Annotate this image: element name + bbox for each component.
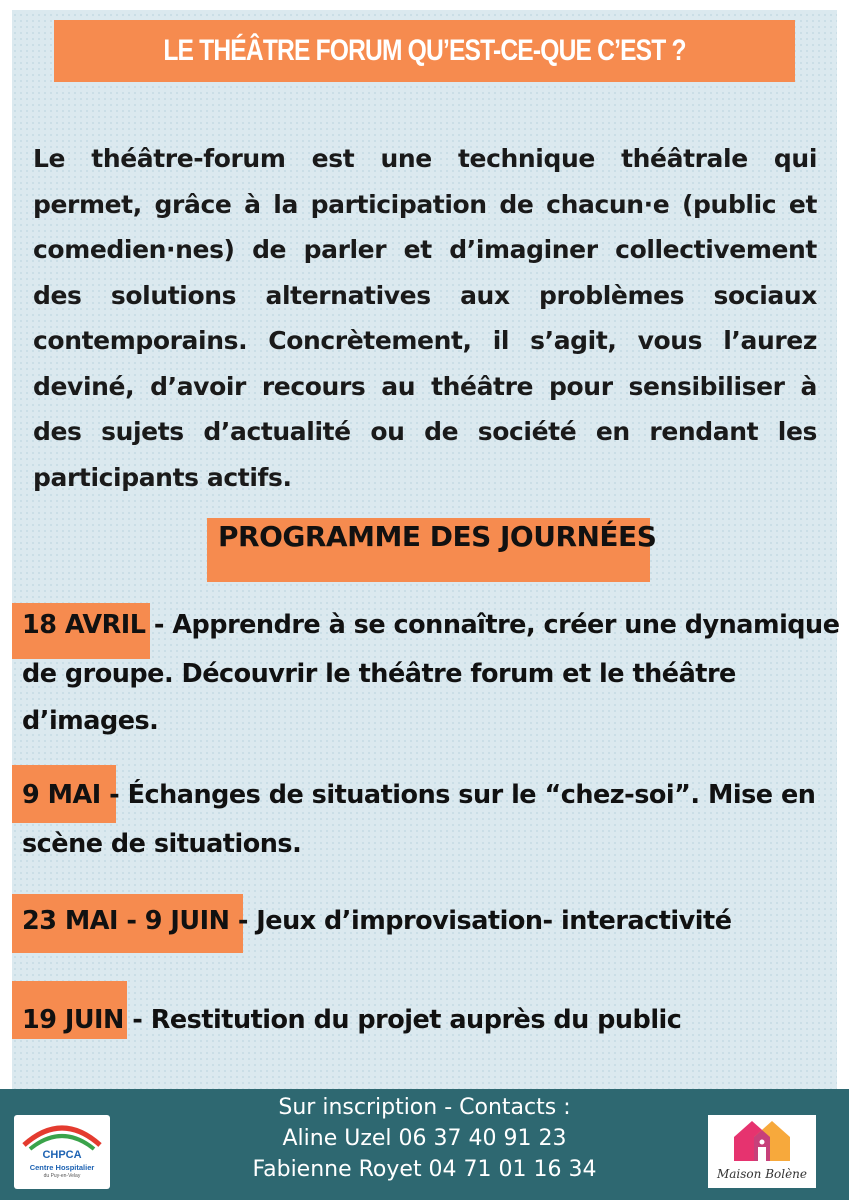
programme-item-4 (22, 1005, 681, 1035)
programme-item-2 (22, 780, 815, 810)
chpca-subtitle: Centre Hospitalier (29, 1163, 95, 1172)
item-text: - Restitution du projet auprès du public (123, 1005, 682, 1035)
intro-line: comedien·nes) de parler et d’imaginer collectivement des (33, 235, 817, 310)
programme-item-1 (22, 610, 840, 640)
item-text: - Apprendre à se connaître, créer une dynamique (145, 610, 840, 640)
item-text: - Échanges de situations sur le “chez-soi”. Mise en (100, 780, 816, 810)
intro-line: grâce à la participation de chacun·e (public et (154, 189, 818, 219)
item-date: 18 AVRIL (22, 610, 146, 640)
hospital-arc-icon (14, 1115, 110, 1151)
title-banner (54, 20, 795, 82)
item-text: de groupe. Découvrir le théâtre forum et le théâtre (22, 659, 736, 689)
item-date: 9 MAI (22, 780, 101, 810)
page-title: LE THÉÂTRE FORUM QU’EST-CE-QUE C’EST ? (163, 34, 686, 67)
intro-line: d’avoir recours au théâtre pour sensibiliser à des sujets (33, 371, 817, 446)
footer-heading: Sur inscription - Contacts : (278, 1095, 571, 1120)
programme-item-3 (22, 906, 732, 936)
house-icon (708, 1115, 816, 1165)
intro-paragraph (33, 136, 817, 500)
maison-bolene-logo (708, 1115, 816, 1188)
maison-bolene-name: Maison Bolène (716, 1167, 808, 1181)
item-date: 23 MAI - 9 JUIN (22, 906, 230, 936)
item-text: - Jeux d’improvisation- interactivité (229, 906, 732, 936)
chpca-logo (14, 1115, 110, 1189)
contact-aline: Aline Uzel 06 37 40 91 23 (282, 1126, 567, 1151)
contact-fabienne: Fabienne Royet 04 71 01 16 34 (252, 1157, 597, 1182)
intro-line: d’actualité ou de société en rendant les participants actifs. (33, 417, 817, 492)
chpca-tiny: du Puy-en-Velay (43, 1173, 81, 1179)
item-date: 19 JUIN (22, 1005, 124, 1035)
programme-title: PROGRAMME DES JOURNÉES (218, 520, 657, 553)
intro-line: contemporains. Concrètement, il s’agit, vous l’aurez deviné, (33, 326, 817, 401)
intro-line: solutions alternatives aux problèmes sociaux (110, 280, 817, 310)
chpca-name: CHPCA (42, 1149, 82, 1161)
intro-line: Le théâtre-forum est une technique théâtrale qui permet, (33, 144, 817, 219)
item-text: d’images. (22, 706, 159, 736)
item-text: scène de situations. (22, 829, 302, 859)
